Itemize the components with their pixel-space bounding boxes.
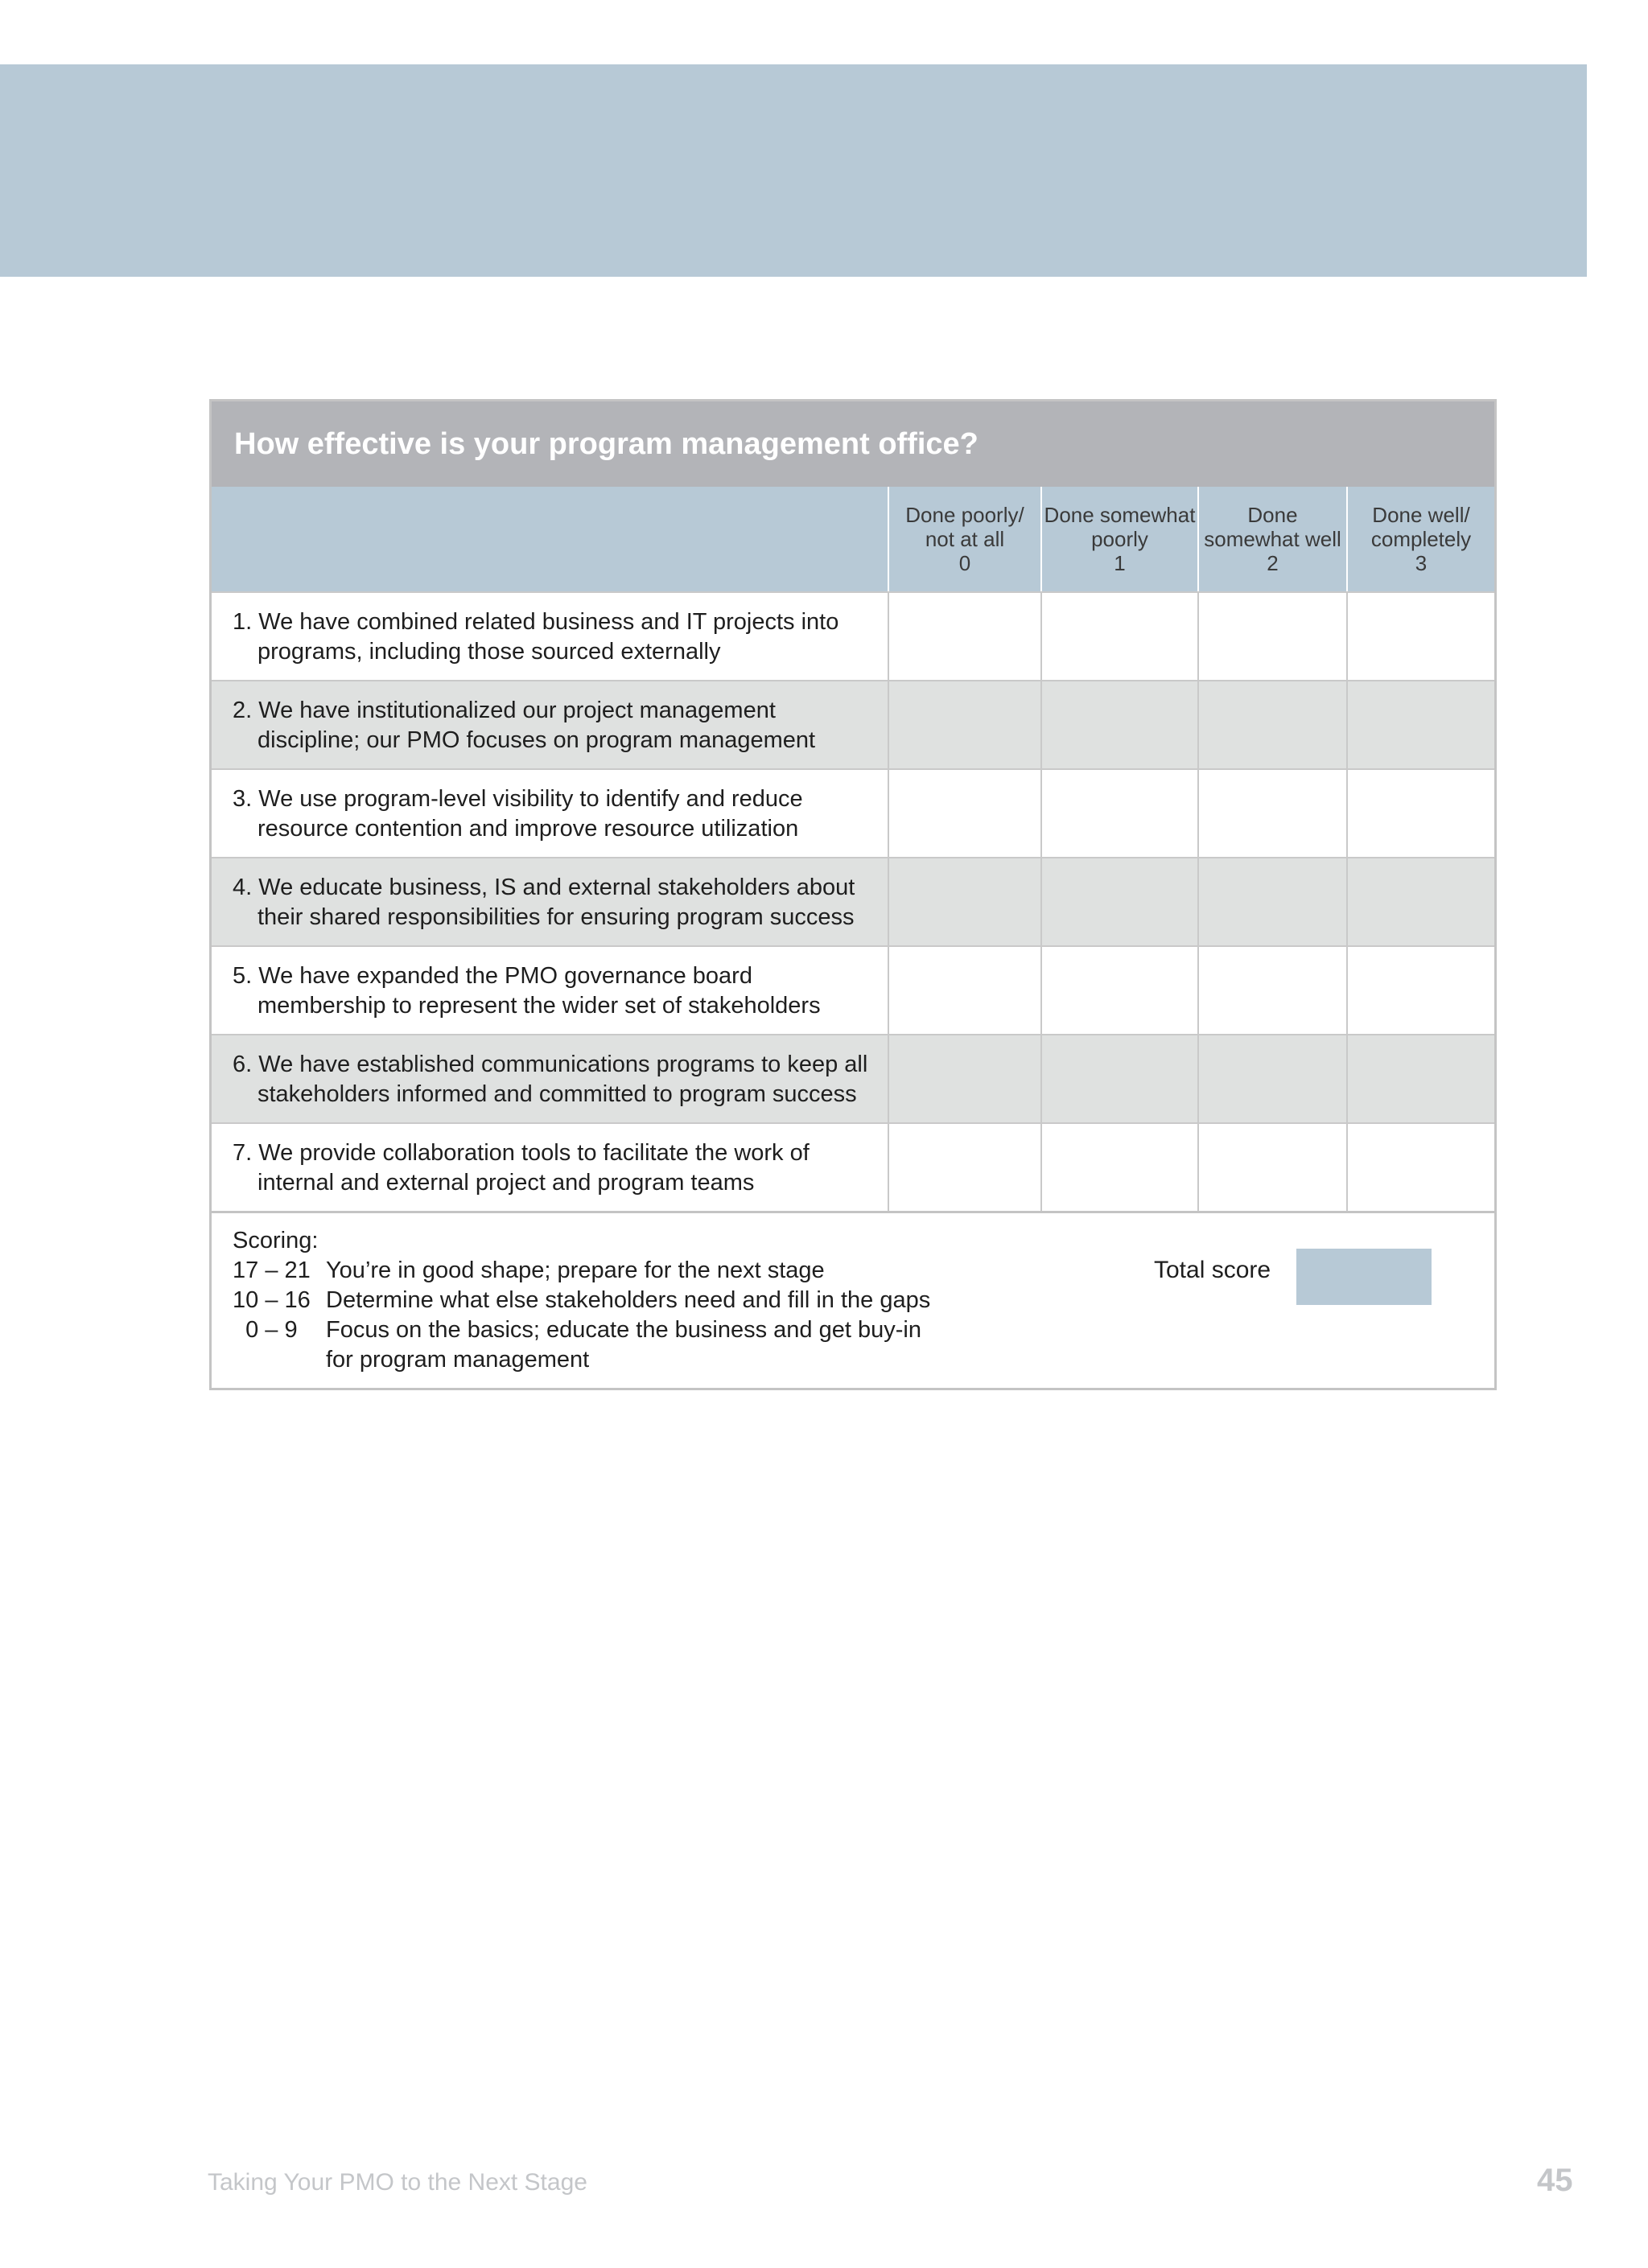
score-description: You’re in good shape; prepare for the next stage	[326, 1257, 825, 1283]
score-range: 17 – 21	[233, 1257, 311, 1283]
score-description: Focus on the basics; educate the business and get buy-in	[326, 1317, 921, 1343]
score-cell[interactable]	[1040, 857, 1197, 945]
score-cell[interactable]	[1197, 1122, 1346, 1211]
score-cell[interactable]	[888, 591, 1040, 680]
score-cell[interactable]	[888, 945, 1040, 1034]
header-score-2: Done somewhat well 2	[1197, 487, 1346, 591]
statement-5: 5. We have expanded the PMO governance board membership to represent the wider set of stakeholders	[212, 945, 888, 1034]
score-cell[interactable]	[1197, 591, 1346, 680]
score-cell[interactable]	[1197, 857, 1346, 945]
score-cell[interactable]	[888, 1122, 1040, 1211]
score-cell[interactable]	[888, 680, 1040, 768]
score-cell[interactable]	[1346, 1122, 1494, 1211]
statement-1: 1. We have combined related business and IT projects into programs, including those sourced externally	[212, 591, 888, 680]
statement-7: 7. We provide collaboration tools to facilitate the work of internal and external project and program teams	[212, 1122, 888, 1211]
table-row	[212, 857, 1494, 945]
table-row	[212, 591, 1494, 680]
score-cell[interactable]	[1346, 857, 1494, 945]
table-row	[212, 680, 1494, 768]
assessment-table	[209, 399, 1497, 1390]
table-header-row	[212, 487, 1494, 591]
table-row	[212, 1122, 1494, 1211]
score-description: Determine what else stakeholders need and fill in the gaps	[326, 1287, 931, 1313]
footer-title: Taking Your PMO to the Next Stage	[208, 2169, 587, 2196]
scoring-line	[233, 1315, 1494, 1345]
score-cell[interactable]	[1040, 591, 1197, 680]
page-number: 45	[1537, 2163, 1573, 2198]
total-score-field[interactable]	[1296, 1249, 1432, 1305]
score-cell[interactable]	[1040, 1034, 1197, 1122]
top-color-band	[0, 64, 1587, 277]
score-cell[interactable]	[1346, 945, 1494, 1034]
score-cell[interactable]	[888, 768, 1040, 857]
score-range: 10 – 16	[233, 1287, 311, 1313]
score-cell[interactable]	[1346, 768, 1494, 857]
statement-4: 4. We educate business, IS and external stakeholders about their shared responsibilities for ensuring program success	[212, 857, 888, 945]
statement-6: 6. We have established communications programs to keep all stakeholders informed and committed to program success	[212, 1034, 888, 1122]
score-range	[233, 1345, 326, 1375]
score-cell[interactable]	[888, 1034, 1040, 1122]
statement-2: 2. We have institutionalized our project management discipline; our PMO focuses on program management	[212, 680, 888, 768]
total-score-label: Total score	[1154, 1257, 1271, 1283]
score-cell[interactable]	[1040, 680, 1197, 768]
header-score-3: Done well/ completely 3	[1346, 487, 1494, 591]
score-cell[interactable]	[1197, 768, 1346, 857]
statement-3: 3. We use program-level visibility to identify and reduce resource contention and improve resource utilization	[212, 768, 888, 857]
score-cell[interactable]	[1197, 1034, 1346, 1122]
score-cell[interactable]	[1040, 768, 1197, 857]
header-score-1: Done somewhat poorly 1	[1040, 487, 1197, 591]
header-statement-cell	[212, 487, 888, 591]
score-cell[interactable]	[1346, 591, 1494, 680]
score-cell[interactable]	[1346, 1034, 1494, 1122]
score-cell[interactable]	[1346, 680, 1494, 768]
table-row	[212, 768, 1494, 857]
score-cell[interactable]	[1197, 945, 1346, 1034]
score-description: for program management	[326, 1347, 590, 1373]
header-score-0: Done poorly/ not at all 0	[888, 487, 1040, 591]
scoring-label: Scoring:	[233, 1228, 319, 1253]
scoring-section	[212, 1211, 1494, 1388]
table-row	[212, 1034, 1494, 1122]
table-title: How effective is your program management office?	[212, 401, 1494, 487]
table-row	[212, 945, 1494, 1034]
score-cell[interactable]	[1040, 1122, 1197, 1211]
score-cell[interactable]	[1197, 680, 1346, 768]
score-cell[interactable]	[1040, 945, 1197, 1034]
score-range: 0 – 9	[233, 1317, 298, 1343]
score-cell[interactable]	[888, 857, 1040, 945]
scoring-line	[233, 1345, 1494, 1375]
